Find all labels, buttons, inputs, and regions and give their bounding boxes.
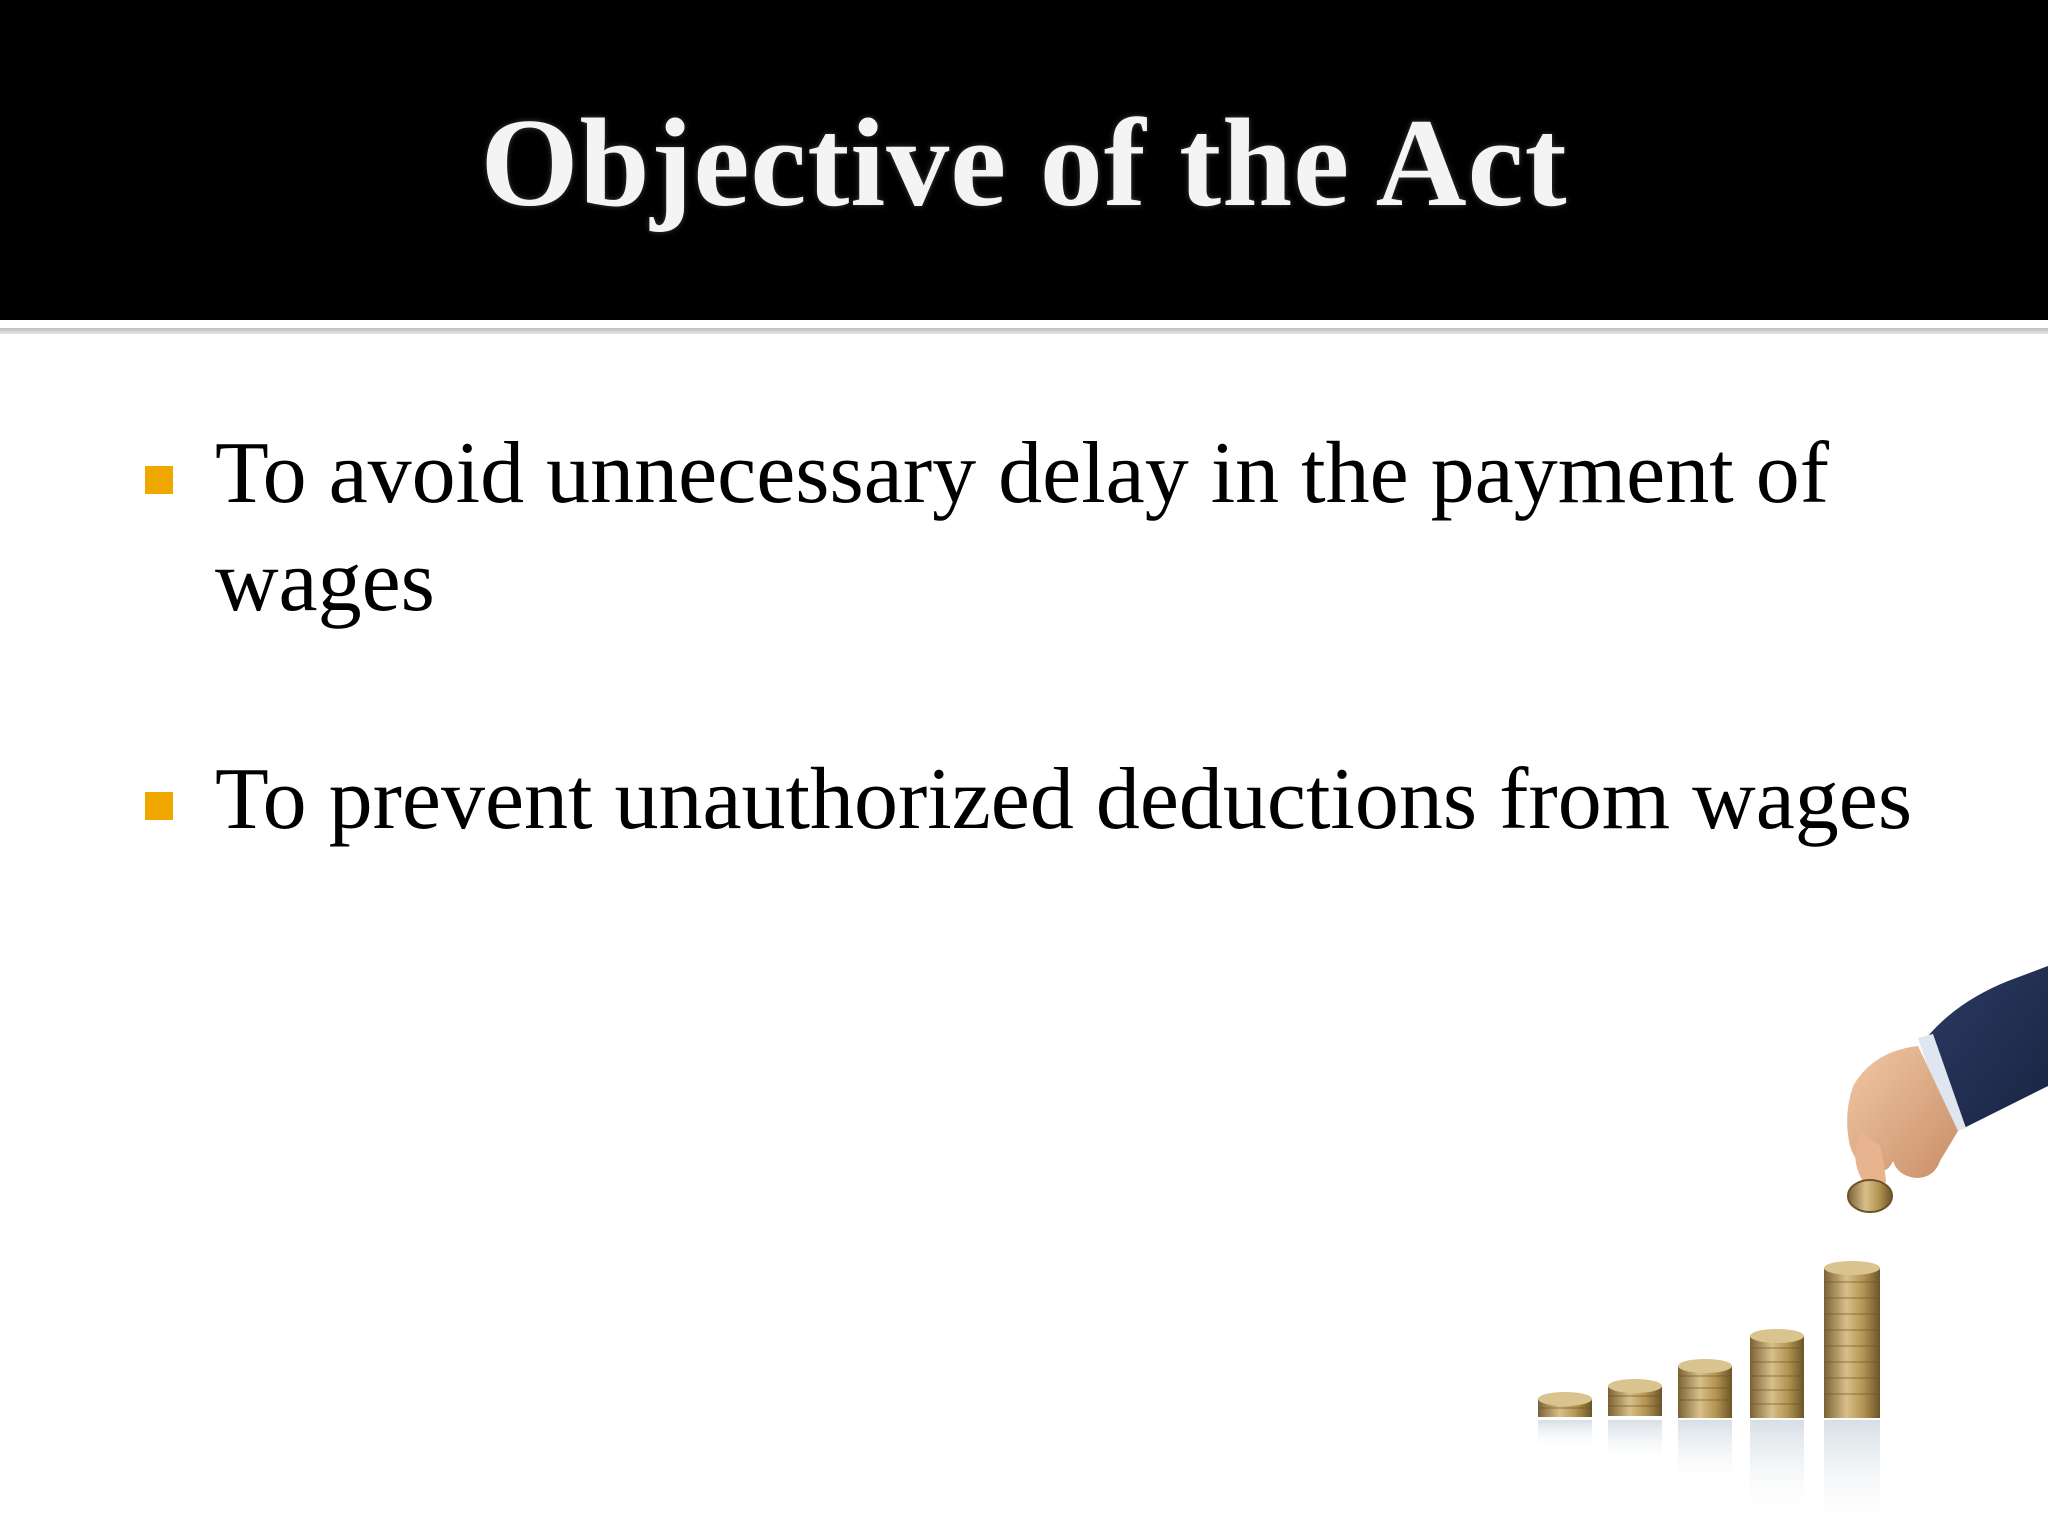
bullet-text: To prevent unauthorized deductions from wages	[215, 751, 1913, 848]
bullet-list	[145, 420, 1965, 964]
hand-stacking-coins-illustration	[1488, 956, 2048, 1536]
square-bullet-icon	[145, 466, 173, 494]
bullet-item	[145, 746, 1965, 854]
title-divider	[0, 328, 2048, 334]
bullet-text: To avoid unnecessary delay in the payment of wages	[215, 425, 1829, 630]
bullet-item	[145, 420, 1965, 636]
square-bullet-icon	[145, 792, 173, 820]
title-bar	[0, 0, 2048, 320]
slide-title: Objective of the Act	[480, 94, 1568, 233]
